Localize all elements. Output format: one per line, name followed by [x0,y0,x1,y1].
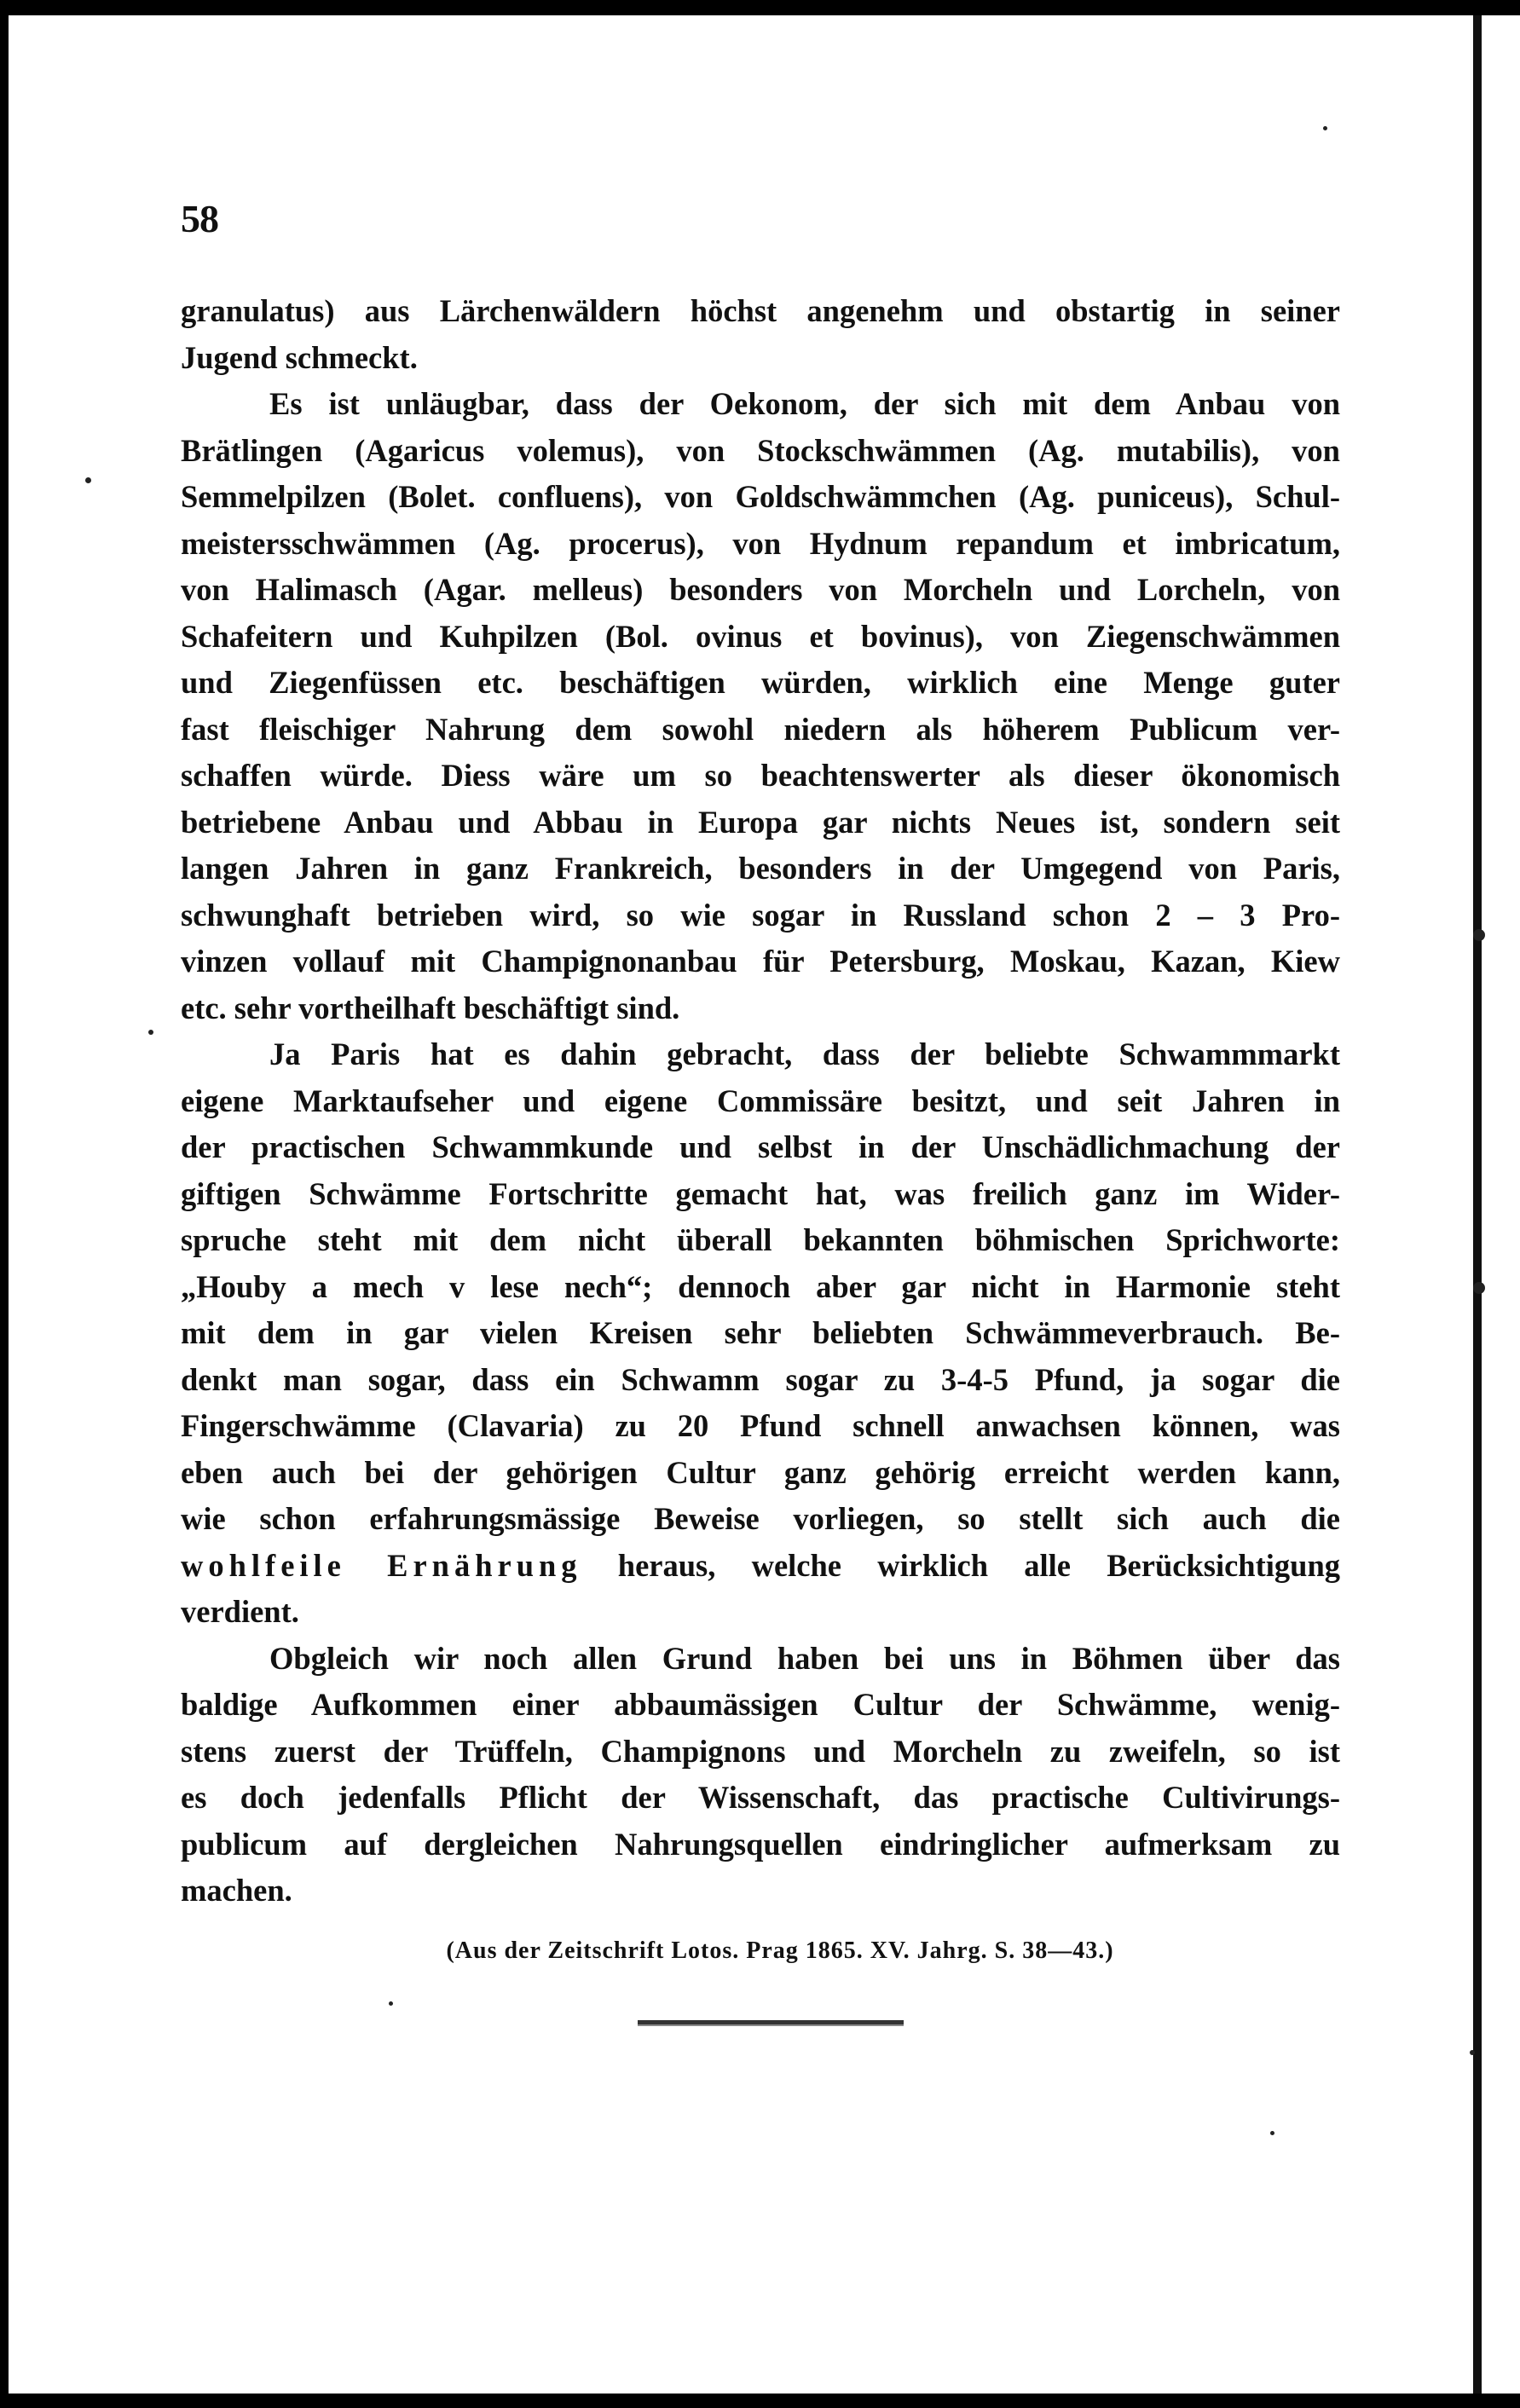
end-rule-divider [638,2020,904,2026]
text-line: Ja Paris hat es dahin gebracht, dass der beliebte Schwammmarkt [269,1037,1340,1071]
text-line: baldige Aufkommen einer abbaumässigen Cultur der Schwämme, wenig- [181,1687,1340,1722]
text-line: Es ist unläugbar, dass der Oekonom, der sich mit dem Anbau von [269,386,1340,421]
scan-speck [389,2001,393,2006]
paragraph-oekonom [181,381,1340,1031]
paragraph-boehmen [181,1636,1340,1914]
text-line-spaced-emphasis [181,1543,1340,1590]
spaced-emphasis: wohlfeile Ernährung [181,1547,582,1583]
source-citation: (Aus der Zeitschrift Lotos. Prag 1865. XV. Jahrg. S. 38—43.) [446,1937,1114,1964]
page-number: 58 [181,197,218,240]
text-line: spruche steht mit dem nicht überall bekannten böhmischen Sprichworte: [181,1222,1340,1257]
text-line: vinzen vollauf mit Champignonanbau für Petersburg, Moskau, Kazan, Kiew [181,944,1340,979]
text-line: betriebene Anbau und Abbau in Europa gar nichts Neues ist, sondern seit [181,804,1340,840]
text-line: Brätlingen (Agaricus volemus), von Stockschwämmen (Ag. mutabilis), von [181,432,1340,468]
text-line: fast fleischiger Nahrung dem sowohl niedern als höherem Publicum ver- [181,711,1340,747]
scan-speck [148,1030,153,1035]
text-line: wie schon erfahrungsmässige Beweise vorliegen, so stellt sich auch die [181,1501,1340,1536]
text-line: Jugend schmeckt. [181,339,418,375]
scan-speck [1323,126,1327,130]
text-line: meistersschwämmen (Ag. procerus), von Hydnum repandum et imbricatum, [181,525,1340,561]
text-line: Schafeitern und Kuhpilzen (Bol. ovinus et bovinus), von Ziegenschwämmen [181,618,1340,654]
scan-speck [1270,2131,1274,2135]
text-line: stens zuerst der Trüffeln, Champignons und Morcheln zu zweifeln, so ist [181,1733,1340,1769]
text-line: machen. [181,1873,292,1908]
text-line: publicum auf dergleichen Nahrungsquellen eindringlicher aufmerksam zu [181,1826,1340,1862]
body-text [181,288,1340,1914]
text-line: langen Jahren in ganz Frankreich, besonders in der Umgegend von Paris, [181,851,1340,886]
paragraph-continuation [181,288,1340,381]
paragraph-paris [181,1031,1340,1636]
text-line: granulatus) aus Lärchenwäldern höchst angenehm und obstartig in seiner [181,293,1340,328]
text-line: eben auch bei der gehörigen Cultur ganz gehörig erreicht werden kann, [181,1454,1340,1490]
text-line: etc. sehr vortheilhaft beschäftigt sind. [181,990,680,1025]
text-line: eigene Marktaufseher und eigene Commissäre besitzt, und seit Jahren in [181,1083,1340,1118]
text-line: Obgleich wir noch allen Grund haben bei uns in Böhmen über das [269,1640,1340,1676]
scan-speck [1473,929,1485,941]
binding-edge [1473,15,1482,2394]
text-line: und Ziegenfüssen etc. beschäftigen würden, wirklich eine Menge guter [181,665,1340,700]
scan-speck [1470,2050,1475,2055]
next-page-edge [1482,15,1520,2394]
text-line: verdient. [181,1594,299,1629]
text-line: „Houby a mech v lese nech“; dennoch aber gar nicht in Harmonie steht [181,1268,1340,1304]
text-line: Fingerschwämme (Clavaria) zu 20 Pfund schnell anwachsen können, was [181,1408,1340,1443]
text-line: schaffen würde. Diess wäre um so beachtenswerter als dieser ökonomisch [181,758,1340,793]
text-line: von Halimasch (Agar. melleus) besonders von Morcheln und Lorcheln, von [181,572,1340,607]
text-fragment: heraus, welche wirklich alle Berücksichtigung [581,1547,1340,1583]
scan-speck [85,477,91,483]
text-line: es doch jedenfalls Pflicht der Wissenschaft, das practische Cultivirungs- [181,1780,1340,1815]
text-line: denkt man sogar, dass ein Schwamm sogar zu 3-4-5 Pfund, ja sogar die [181,1361,1340,1397]
text-line: giftigen Schwämme Fortschritte gemacht hat, was freilich ganz im Wider- [181,1175,1340,1211]
text-line: der practischen Schwammkunde und selbst in der Unschädlichmachung der [181,1129,1340,1164]
text-line: mit dem in gar vielen Kreisen sehr beliebten Schwämmeverbrauch. Be- [181,1315,1340,1350]
text-line: Semmelpilzen (Bolet. confluens), von Goldschwämmchen (Ag. puniceus), Schul- [181,479,1340,514]
scan-speck [1473,1282,1485,1294]
text-line: schwunghaft betrieben wird, so wie sogar in Russland schon 2 – 3 Pro- [181,897,1340,933]
